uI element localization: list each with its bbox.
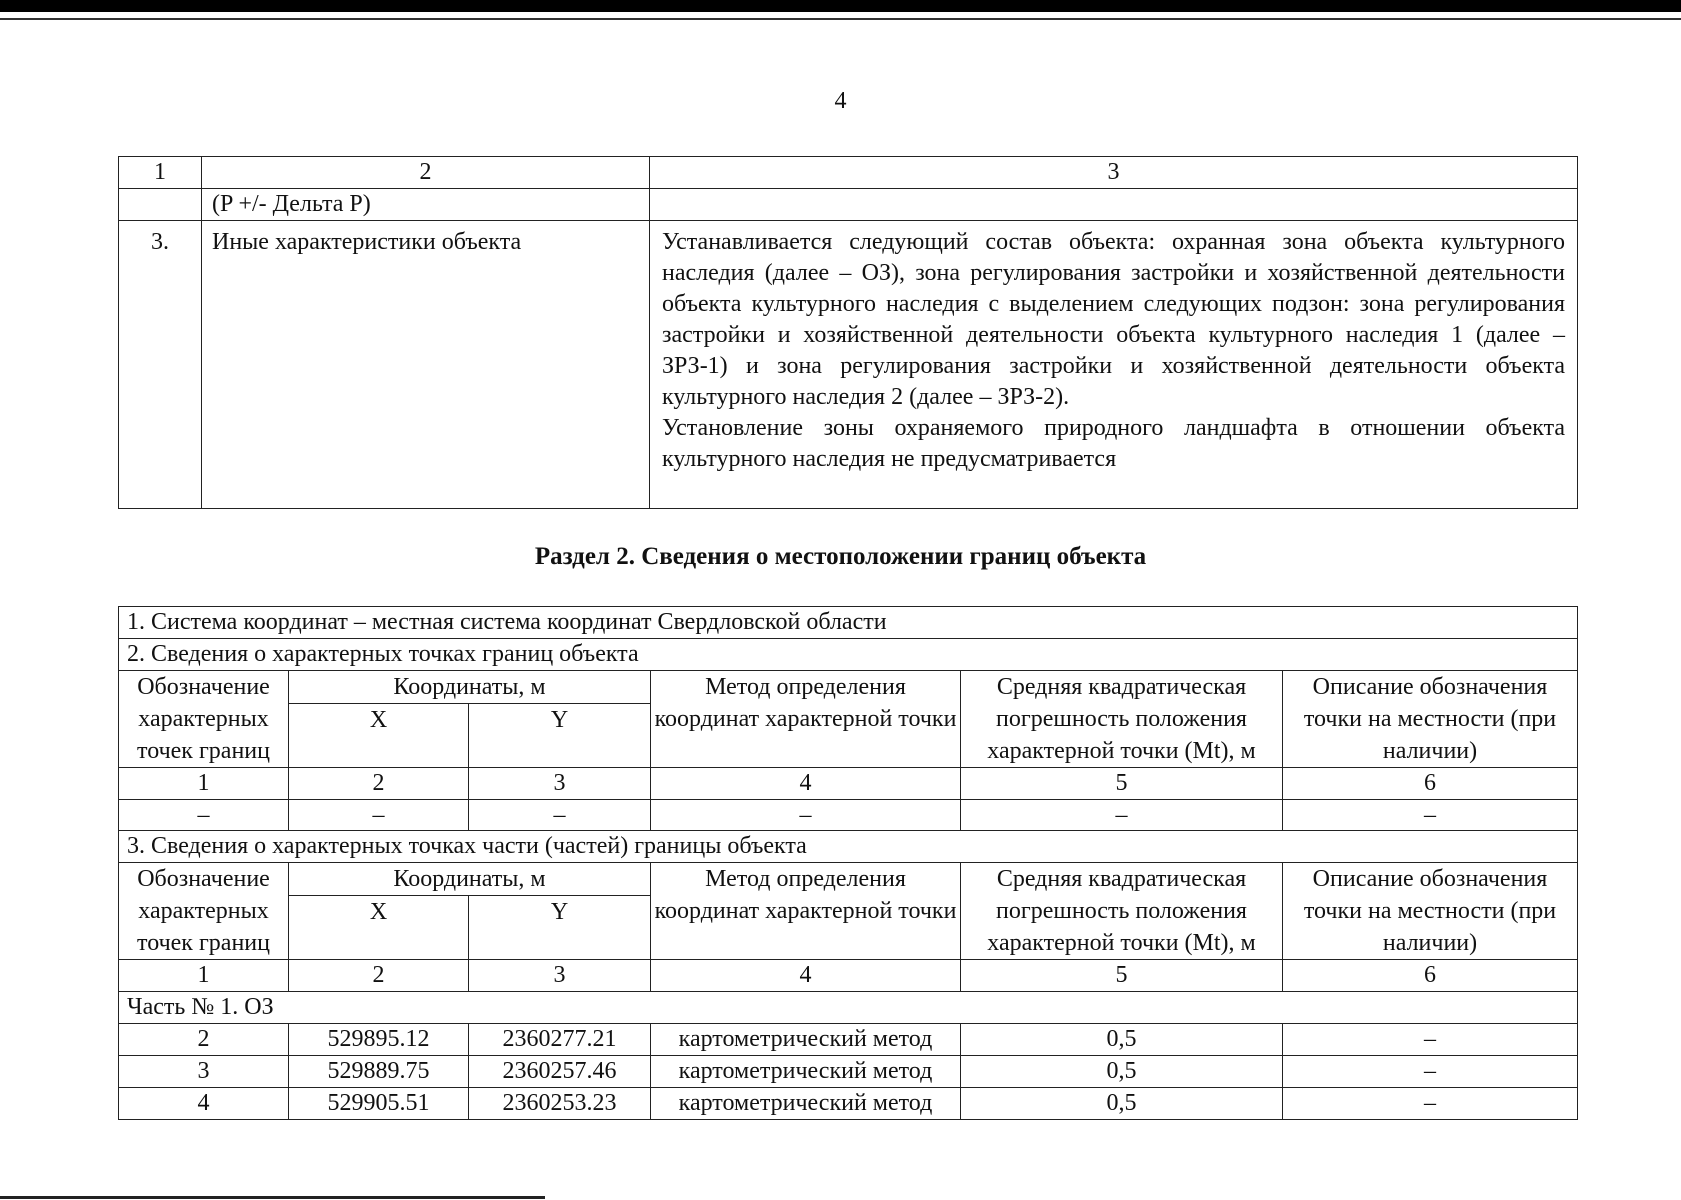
column-number-row	[119, 960, 1578, 992]
part-label: Часть № 1. ОЗ	[119, 992, 1578, 1024]
coordinate-x: 529905.51	[289, 1088, 469, 1120]
table-row	[119, 1056, 1578, 1088]
header-method: Метод определения координат характерной точки	[651, 671, 961, 768]
header-cell: 1	[119, 157, 202, 189]
coordinate-y: 2360257.46	[469, 1056, 651, 1088]
header-y: Y	[469, 896, 651, 960]
scan-edge-bottom	[0, 1196, 545, 1199]
column-number: 1	[119, 960, 289, 992]
coordinate-y: 2360253.23	[469, 1088, 651, 1120]
table-cell: (P +/- Дельта P)	[202, 189, 650, 221]
column-number: 3	[469, 768, 651, 800]
header-x: X	[289, 896, 469, 960]
column-number: 3	[469, 960, 651, 992]
page-number: 4	[834, 88, 847, 114]
description-paragraph: Установление зоны охраняемого природного ландшафта в отношении объекта культурного наследия не предусматривается	[662, 415, 1565, 472]
coordinate-x: 529895.12	[289, 1024, 469, 1056]
header-cell: 3	[650, 157, 1578, 189]
column-number: 2	[289, 960, 469, 992]
header-description: Описание обозначения точки на местности (при наличии)	[1283, 671, 1578, 768]
table-cell	[119, 189, 202, 221]
row-description	[650, 221, 1578, 509]
header-designation: Обозначение характерных точек границ	[119, 863, 289, 960]
column-number: 6	[1283, 768, 1578, 800]
table-row	[119, 189, 1578, 221]
description-paragraph: Устанавливается следующий состав объекта: охранная зона объекта культурного наследия (далее – ОЗ), зона регулирования застройки и хозяйственной деятельности объекта культурного наследия с выделением следующих подзон: зона регулирования застройки и хозяйственной деятельности объекта культурного наследия 1 (далее – ЗРЗ-1) и зона регулирования застройки и хозяйственной деятельности объекта культурного наследия 2 (далее – ЗРЗ-2).	[662, 229, 1565, 410]
coordinate-system-row: 1. Система координат – местная система координат Свердловской области	[119, 607, 1578, 639]
error-cell: 0,5	[961, 1024, 1283, 1056]
row-name: Иные характеристики объекта	[202, 221, 650, 509]
table-row	[119, 1024, 1578, 1056]
header-error: Средняя квадратическая погрешность положения характерной точки (Mt), м	[961, 671, 1283, 768]
point-number: 3	[119, 1056, 289, 1088]
table-cell: –	[1283, 800, 1578, 831]
column-number-row	[119, 768, 1578, 800]
header-cell: 2	[202, 157, 650, 189]
description-cell: –	[1283, 1056, 1578, 1088]
error-cell: 0,5	[961, 1088, 1283, 1120]
column-number: 2	[289, 768, 469, 800]
method-cell: картометрический метод	[651, 1056, 961, 1088]
column-number: 5	[961, 768, 1283, 800]
column-number: 4	[651, 768, 961, 800]
table-cell: –	[469, 800, 651, 831]
header-method: Метод определения координат характерной точки	[651, 863, 961, 960]
table-header-row	[119, 671, 1578, 704]
point-number: 4	[119, 1088, 289, 1120]
table-row	[119, 607, 1578, 639]
column-number: 1	[119, 768, 289, 800]
table-row	[119, 992, 1578, 1024]
point-number: 2	[119, 1024, 289, 1056]
table-row	[119, 639, 1578, 671]
column-number: 6	[1283, 960, 1578, 992]
header-coordinates: Координаты, м	[289, 863, 651, 896]
table-cell: –	[651, 800, 961, 831]
header-description: Описание обозначения точки на местности (при наличии)	[1283, 863, 1578, 960]
parts-section-row: 3. Сведения о характерных точках части (частей) границы объекта	[119, 831, 1578, 863]
points-section-row: 2. Сведения о характерных точках границ объекта	[119, 639, 1578, 671]
column-number: 5	[961, 960, 1283, 992]
header-x: X	[289, 704, 469, 768]
empty-data-row	[119, 800, 1578, 831]
table-cell	[650, 189, 1578, 221]
table-row	[119, 221, 1578, 509]
table-cell: –	[119, 800, 289, 831]
column-number: 4	[651, 960, 961, 992]
row-number: 3.	[119, 221, 202, 509]
header-y: Y	[469, 704, 651, 768]
table-header-row	[119, 863, 1578, 896]
header-coordinates: Координаты, м	[289, 671, 651, 704]
description-cell: –	[1283, 1024, 1578, 1056]
header-designation: Обозначение характерных точек границ	[119, 671, 289, 768]
characteristics-table	[118, 156, 1578, 509]
table-row	[119, 1088, 1578, 1120]
table-row	[119, 831, 1578, 863]
coordinate-y: 2360277.21	[469, 1024, 651, 1056]
table-cell: –	[289, 800, 469, 831]
section-title: Раздел 2. Сведения о местоположении границ объекта	[534, 543, 1147, 570]
coordinate-x: 529889.75	[289, 1056, 469, 1088]
method-cell: картометрический метод	[651, 1088, 961, 1120]
description-cell: –	[1283, 1088, 1578, 1120]
scan-edge-line	[0, 18, 1681, 20]
table-cell: –	[961, 800, 1283, 831]
boundary-points-table	[118, 606, 1578, 1120]
scan-edge-top	[0, 0, 1681, 12]
header-error: Средняя квадратическая погрешность положения характерной точки (Mt), м	[961, 863, 1283, 960]
method-cell: картометрический метод	[651, 1024, 961, 1056]
error-cell: 0,5	[961, 1056, 1283, 1088]
table-header-row	[119, 157, 1578, 189]
